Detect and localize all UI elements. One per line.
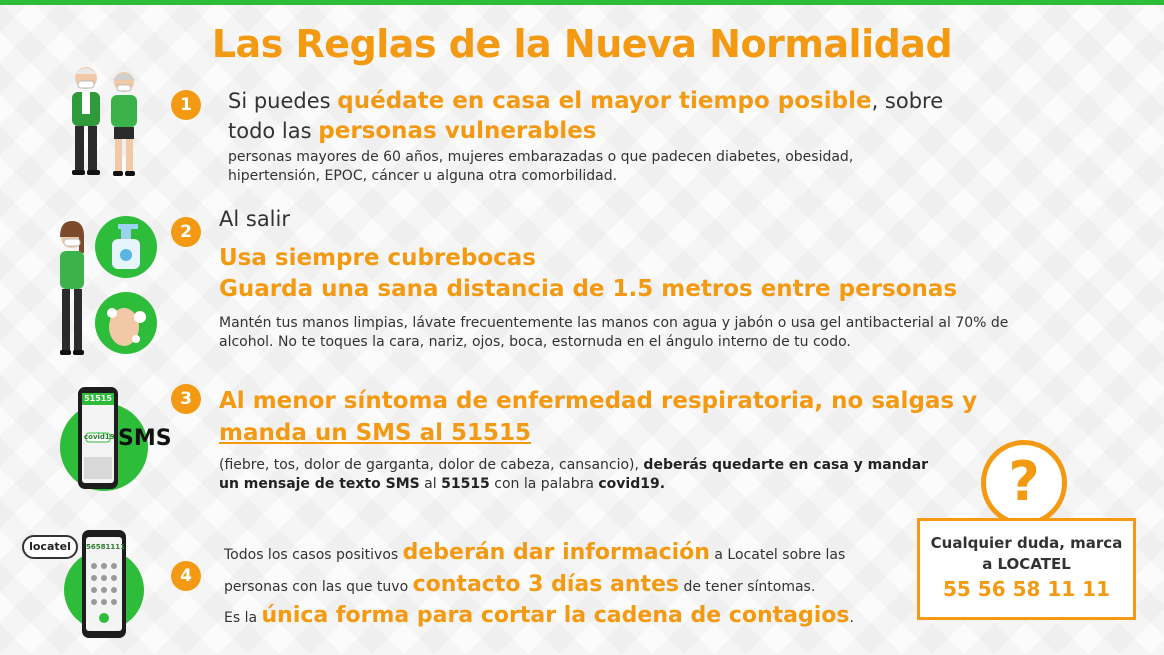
rule-1-highlight-stay-home: quédate en casa el mayor tiempo posible — [337, 88, 872, 114]
rule-3-detail-line1 — [219, 455, 928, 475]
rule-3-bold-keyword: covid19. — [598, 476, 666, 492]
sms-label: SMS — [118, 426, 172, 451]
locatel-phone-illustration — [22, 528, 152, 643]
rule-3-text: al — [419, 476, 442, 492]
help-box — [917, 518, 1136, 620]
locatel-logo: locatel — [29, 540, 71, 553]
locatel-phone-number: 56581111 — [86, 543, 125, 551]
rule-3-detail-line2 — [219, 474, 665, 494]
rule-4-text: . — [849, 610, 854, 626]
rule-1-text: Si puedes — [228, 89, 338, 113]
rule-4-text: Es la — [224, 610, 262, 626]
rule-1-heading — [228, 86, 1128, 116]
rule-3-highlight-symptom: Al menor síntoma de enfermedad respiratoria, no salgas y — [219, 388, 978, 414]
help-line2: a LOCATEL — [982, 555, 1071, 573]
rule-4-highlight-contact: contacto 3 días antes — [412, 572, 680, 597]
rule-4-text: a Locatel sobre las — [709, 547, 846, 563]
rule-1-text: todo las — [228, 119, 319, 143]
rule-3-bold-sms: SMS — [385, 476, 420, 492]
rule-3-bold-text: un mensaje de texto — [219, 476, 386, 492]
rule-4-number-badge: 4 — [171, 561, 201, 591]
help-line1: Cualquier duda, marca — [930, 534, 1123, 552]
masked-woman-handwashing-illustration — [52, 215, 164, 360]
rule-4-line1 — [224, 538, 845, 569]
sms-phone-illustration — [52, 385, 180, 495]
rule-4-highlight-info: deberán dar información — [402, 540, 710, 565]
rule-3-bold-number: 51515 — [441, 476, 490, 492]
sms-phone-number: 51515 — [84, 394, 112, 403]
top-accent-bar — [0, 0, 1164, 5]
rule-4-highlight-chain: única forma para cortar la cadena de contagios — [261, 603, 850, 628]
rule-4-text: de tener síntomas. — [679, 579, 816, 595]
rule-2-detail-line2: alcohol. No te toques la cara, nariz, ojos, boca, estornuda en el ángulo interno de tu codo. — [219, 334, 851, 350]
rule-2-highlight-distance: Guarda una sana distancia de 1.5 metros entre personas — [219, 276, 958, 302]
rule-4-line2 — [224, 570, 815, 601]
rule-2-highlight-mask: Usa siempre cubrebocas — [219, 245, 536, 271]
page-title: Las Reglas de la Nueva Normalidad — [211, 22, 953, 66]
rule-4-line3 — [224, 601, 854, 632]
rule-1-detail-line2: hipertensión, EPOC, cáncer u alguna otra comorbilidad. — [228, 168, 618, 184]
rule-1-highlight-vulnerable: personas vulnerables — [318, 118, 597, 144]
rule-3-text: (fiebre, tos, dolor de garganta, dolor de cabeza, cansancio), — [219, 457, 644, 473]
rule-3-bold-text: deberás quedarte en casa y mandar — [643, 457, 929, 473]
help-phone-number: 55 56 58 11 11 — [942, 577, 1110, 601]
rule-1-text: , sobre — [871, 89, 944, 113]
rule-2-number-badge: 2 — [171, 217, 201, 247]
question-mark-icon: ? — [981, 440, 1067, 526]
rule-3-highlight-sms: manda un SMS al 51515 — [219, 420, 532, 446]
rule-4-text: Todos los casos positivos — [224, 547, 403, 563]
sms-phone-keyword: covid19 — [84, 433, 115, 441]
rule-2-detail-line1: Mantén tus manos limpias, lávate frecuentemente las manos con agua y jabón o usa gel antibacterial al 70% de — [219, 315, 1009, 331]
rule-2-intro: Al salir — [219, 207, 290, 231]
rule-1-heading-line2 — [228, 116, 1128, 146]
rule-1-number-badge: 1 — [171, 90, 201, 120]
rule-3-text: con la palabra — [489, 476, 599, 492]
elderly-couple-illustration — [62, 62, 148, 180]
rule-4-text: personas con las que tuvo — [224, 579, 413, 595]
rule-3-number-badge: 3 — [171, 384, 201, 414]
rule-1-detail-line1: personas mayores de 60 años, mujeres embarazadas o que padecen diabetes, obesidad, — [228, 149, 854, 165]
